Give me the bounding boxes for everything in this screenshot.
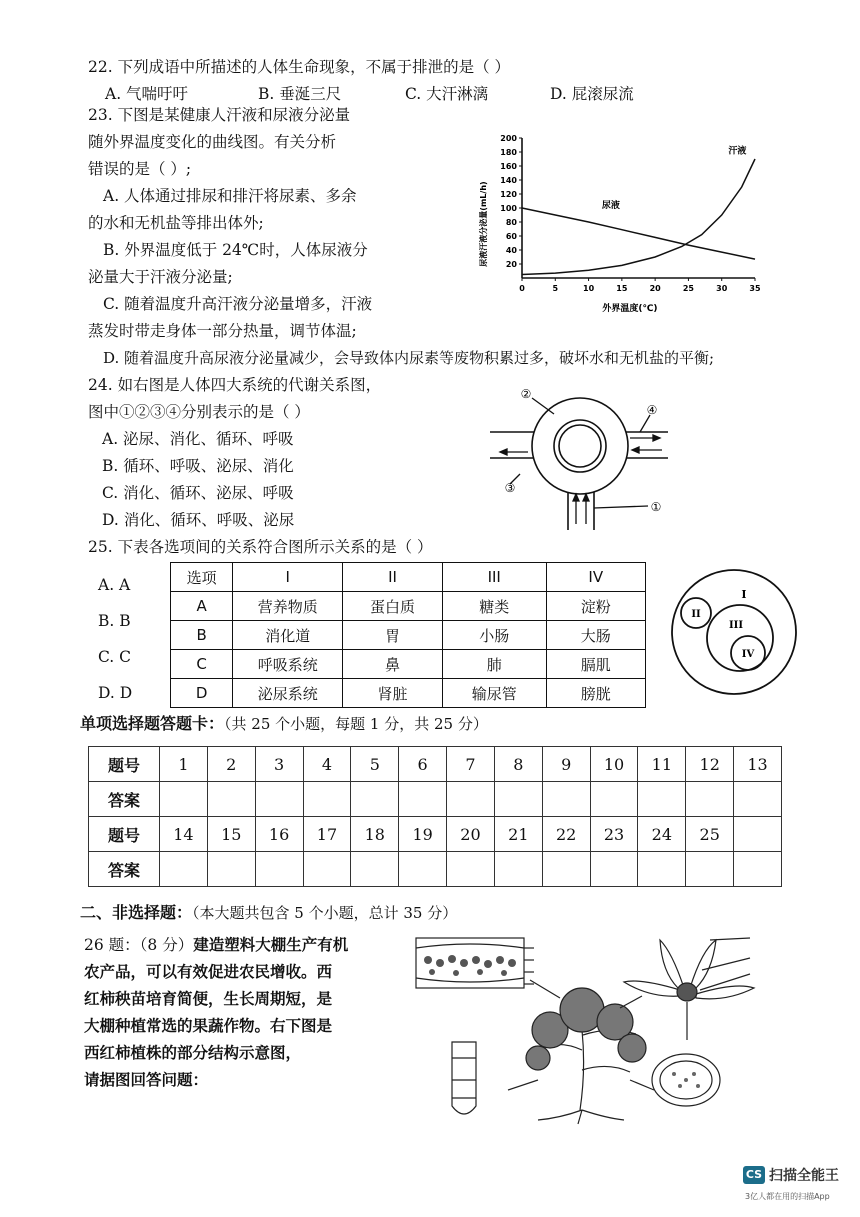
row-label: 答案 xyxy=(89,852,160,887)
answer-number-row-2 xyxy=(89,817,782,852)
question-number-cell: 16 xyxy=(255,817,303,852)
q24-line-2: 图中①②③④分别表示的是（ ） xyxy=(88,403,310,421)
chart-series-label: 尿液 xyxy=(601,201,620,211)
answer-blank-cell[interactable] xyxy=(303,782,351,817)
row-label: 题号 xyxy=(89,747,160,782)
marker-3: ③ xyxy=(504,481,516,495)
chart-x-tick-label: 0 xyxy=(519,284,525,293)
q26-line-3: 红柿秧苗培育简便，生长周期短，是 xyxy=(84,990,333,1008)
venn-label-iv: IV xyxy=(741,649,755,660)
chart-y-tick-label: 60 xyxy=(505,232,517,241)
table-cell: 肾脏 xyxy=(343,679,443,708)
question-number-cell: 4 xyxy=(303,747,351,782)
q23-option-c-1: C. 随着温度升高汗液分泌量增多，汗液 xyxy=(103,295,373,313)
q23-option-d: D. 随着温度升高尿液分泌量减少，会导致体内尿素等废物积累过多，破坏水和无机盐的平衡; xyxy=(103,349,715,367)
chart-x-tick-label: 25 xyxy=(682,284,694,293)
answer-blank-cell[interactable] xyxy=(590,782,638,817)
answer-blank-cell[interactable] xyxy=(255,782,303,817)
scanner-tagline: 3亿人都在用的扫描App xyxy=(745,1192,830,1201)
question-number-cell: 17 xyxy=(303,817,351,852)
chart-x-tick-label: 20 xyxy=(649,284,661,293)
scanner-name: 扫描全能王 xyxy=(769,1168,839,1184)
question-number-cell: 19 xyxy=(399,817,447,852)
answer-blank-cell[interactable] xyxy=(160,852,208,887)
q22-option-d: D. 屁滚尿流 xyxy=(550,85,634,103)
marker-2: ② xyxy=(520,387,532,401)
question-number-cell: 3 xyxy=(255,747,303,782)
header-cell: I xyxy=(233,563,343,592)
answer-card-table xyxy=(88,746,782,887)
flower-figure xyxy=(624,938,754,1040)
q24-line-1: 24. 如右图是人体四大系统的代谢关系图， xyxy=(88,376,382,394)
q22-option-c: C. 大汗淋漓 xyxy=(405,85,489,103)
q23-option-c-2: 蒸发时带走身体一部分热量，调节体温; xyxy=(88,322,357,340)
chart-series-label: 汗液 xyxy=(728,146,747,157)
question-number-cell: 15 xyxy=(207,817,255,852)
answer-blank-cell[interactable] xyxy=(447,782,495,817)
chart-x-ticks xyxy=(519,278,761,293)
table-cell: 膈肌 xyxy=(546,650,645,679)
q22-option-a: A. 气喘吁吁 xyxy=(105,85,189,103)
q26-label: 26 题：（8 分） xyxy=(84,936,194,954)
answer-blank-cell[interactable] xyxy=(590,852,638,887)
question-number-cell: 5 xyxy=(351,747,399,782)
q23-option-a-2: 的水和无机盐等排出体外; xyxy=(88,214,264,232)
chart-series-line xyxy=(522,159,755,275)
answer-number-row-1 xyxy=(89,747,782,782)
q25-table xyxy=(170,562,646,708)
q25-stem: 25. 下表各选项间的关系符合图所示关系的是（ ） xyxy=(88,538,433,556)
question-number-cell: 13 xyxy=(734,747,782,782)
table-cell: 呼吸系统 xyxy=(233,650,343,679)
answer-blank-cell[interactable] xyxy=(255,852,303,887)
table-row xyxy=(171,621,646,650)
table-cell: C xyxy=(171,650,233,679)
answer-blank-cell[interactable] xyxy=(447,852,495,887)
q23-chart xyxy=(470,128,770,320)
chart-x-tick-label: 5 xyxy=(552,284,559,293)
answer-blank-cell[interactable] xyxy=(686,782,734,817)
table-cell: 小肠 xyxy=(442,621,546,650)
answer-blank-cell[interactable] xyxy=(207,852,255,887)
q26-line-6: 请据图回答问题： xyxy=(84,1071,209,1089)
q26-line-4: 大棚种植常选的果蔬作物。右下图是 xyxy=(84,1017,333,1035)
answer-blank-cell[interactable] xyxy=(303,852,351,887)
venn-label-ii: II xyxy=(691,609,701,620)
chart-y-ticks xyxy=(500,134,522,269)
question-number-cell: 9 xyxy=(542,747,590,782)
table-cell: 淀粉 xyxy=(546,592,645,621)
question-number-cell: 11 xyxy=(638,747,686,782)
q22-option-b: B. 垂涎三尺 xyxy=(258,85,342,103)
chart-x-label: 外界温度(℃) xyxy=(602,304,658,314)
answer-blank-cell[interactable] xyxy=(638,852,686,887)
answer-card-title: 单项选择题答题卡： xyxy=(80,714,225,733)
table-row xyxy=(171,592,646,621)
q24-option-c: C. 消化、循环、泌尿、呼吸 xyxy=(102,484,294,502)
answer-blank-row-1 xyxy=(89,782,782,817)
chart-y-tick-label: 20 xyxy=(505,260,517,269)
question-number-cell: 21 xyxy=(494,817,542,852)
q23-line-1: 23. 下图是某健康人汗液和尿液分泌量 xyxy=(88,106,351,124)
table-cell: A xyxy=(171,592,233,621)
chart-y-tick-label: 80 xyxy=(505,218,517,227)
table-cell: 营养物质 xyxy=(233,592,343,621)
answer-blank-cell[interactable] xyxy=(542,782,590,817)
answer-blank-cell[interactable] xyxy=(638,782,686,817)
answer-card-note: （共 25 个小题，每题 1 分，共 25 分） xyxy=(224,715,488,733)
chart-series xyxy=(522,144,755,274)
chart-x-tick-label: 10 xyxy=(583,284,595,293)
answer-blank-row-2 xyxy=(89,852,782,887)
table-cell: B xyxy=(171,621,233,650)
table-cell: 大肠 xyxy=(546,621,645,650)
chart-y-tick-label: 140 xyxy=(500,176,517,185)
scanner-logo: CS xyxy=(743,1166,765,1184)
question-number-cell: 23 xyxy=(590,817,638,852)
outer-ring xyxy=(532,398,628,494)
question-number-cell: 24 xyxy=(638,817,686,852)
section2-title: 二、非选择题： xyxy=(80,903,193,922)
section2-heading xyxy=(80,900,457,923)
table-row xyxy=(171,679,646,708)
table-cell: 肺 xyxy=(442,650,546,679)
row-label: 答案 xyxy=(89,782,160,817)
q22-stem: 22. 下列成语中所描述的人体生命现象，不属于排泄的是（ ） xyxy=(88,58,511,76)
section2-note: （本大题共包含 5 个小题，总计 35 分） xyxy=(192,904,458,922)
table-cell: D xyxy=(171,679,233,708)
table-cell: 鼻 xyxy=(343,650,443,679)
chart-y-tick-label: 180 xyxy=(500,148,517,157)
chart-y-tick-label: 160 xyxy=(500,162,517,171)
table-cell: 蛋白质 xyxy=(343,592,443,621)
answer-blank-cell[interactable] xyxy=(494,852,542,887)
q23-option-a-1: A. 人体通过排尿和排汗将尿素、多余 xyxy=(103,187,357,205)
venn-label-iii: III xyxy=(728,620,744,631)
answer-blank-cell[interactable] xyxy=(686,852,734,887)
question-number-cell: 10 xyxy=(590,747,638,782)
question-number-cell: 20 xyxy=(447,817,495,852)
metabolism-diagram xyxy=(480,384,670,532)
table-cell: 泌尿系统 xyxy=(233,679,343,708)
chart-y-tick-label: 200 xyxy=(500,134,517,143)
venn-label-i: I xyxy=(741,588,747,601)
header-cell: II xyxy=(343,563,443,592)
header-cell: IV xyxy=(546,563,645,592)
answer-blank-cell[interactable] xyxy=(399,852,447,887)
question-number-cell: 12 xyxy=(686,747,734,782)
q23-option-b-2: 泌量大于汗液分泌量; xyxy=(88,268,233,286)
q26-line-5: 西红柿植株的部分结构示意图， xyxy=(84,1044,302,1062)
chart-x-tick-label: 15 xyxy=(616,284,628,293)
question-number-cell xyxy=(734,817,782,852)
q25-table-header xyxy=(171,563,646,592)
chart-y-tick-label: 40 xyxy=(505,246,517,255)
root-tip-figure xyxy=(452,1042,476,1114)
table-cell: 消化道 xyxy=(233,621,343,650)
marker-4: ④ xyxy=(646,403,658,417)
table-row xyxy=(171,650,646,679)
plant-figure xyxy=(508,980,654,1124)
row-label: 题号 xyxy=(89,817,160,852)
chart-y-tick-label: 100 xyxy=(500,204,517,213)
q26-first-line xyxy=(84,934,348,956)
q24-option-b: B. 循环、呼吸、泌尿、消化 xyxy=(102,457,294,475)
q23-line-2: 随外界温度变化的曲线图。有关分析 xyxy=(88,133,337,151)
q23-line-3: 错误的是（ ）; xyxy=(88,160,192,178)
question-number-cell: 7 xyxy=(447,747,495,782)
table-cell: 胃 xyxy=(343,621,443,650)
q23-option-b-1: B. 外界温度低于 24℃时，人体尿液分 xyxy=(103,241,368,259)
answer-blank-cell[interactable] xyxy=(351,852,399,887)
answer-blank-cell[interactable] xyxy=(207,782,255,817)
q26-line-1: 建造塑料大棚生产有机 xyxy=(193,936,349,954)
chart-y-tick-label: 120 xyxy=(500,190,517,199)
question-number-cell: 25 xyxy=(686,817,734,852)
chart-x-tick-label: 30 xyxy=(716,284,728,293)
chart-y-label: 尿液汗液分泌量(mL/h) xyxy=(479,181,488,267)
q24-option-d: D. 消化、循环、呼吸、泌尿 xyxy=(102,511,295,529)
answer-blank-cell[interactable] xyxy=(494,782,542,817)
q25-choice-d: D. D xyxy=(98,684,133,702)
question-number-cell: 8 xyxy=(494,747,542,782)
q25-choice-a: A. A xyxy=(98,576,131,594)
chart-x-tick-label: 35 xyxy=(749,284,761,293)
answer-blank-cell[interactable] xyxy=(160,782,208,817)
question-number-cell: 1 xyxy=(160,747,208,782)
tomato-plant-illustration xyxy=(410,930,770,1126)
question-number-cell: 14 xyxy=(160,817,208,852)
q25-choice-b: B. B xyxy=(98,612,131,630)
answer-blank-cell[interactable] xyxy=(542,852,590,887)
answer-blank-cell[interactable] xyxy=(734,852,782,887)
marker-1: ① xyxy=(650,500,662,514)
answer-card-heading xyxy=(80,711,488,734)
q25-choice-c: C. C xyxy=(98,648,132,666)
answer-blank-cell[interactable] xyxy=(734,782,782,817)
header-cell: III xyxy=(442,563,546,592)
table-cell: 膀胱 xyxy=(546,679,645,708)
header-cell: 选项 xyxy=(171,563,233,592)
question-number-cell: 2 xyxy=(207,747,255,782)
venn-diagram xyxy=(668,566,800,698)
chart-axes xyxy=(522,138,755,278)
question-number-cell: 18 xyxy=(351,817,399,852)
question-number-cell: 6 xyxy=(399,747,447,782)
answer-blank-cell[interactable] xyxy=(351,782,399,817)
inner-ring xyxy=(554,420,606,472)
q24-option-a: A. 泌尿、消化、循环、呼吸 xyxy=(102,430,294,448)
question-number-cell: 22 xyxy=(542,817,590,852)
q26-line-2: 农产品，可以有效促进农民增收。西 xyxy=(84,963,333,981)
table-cell: 糖类 xyxy=(442,592,546,621)
table-cell: 输尿管 xyxy=(442,679,546,708)
answer-blank-cell[interactable] xyxy=(399,782,447,817)
